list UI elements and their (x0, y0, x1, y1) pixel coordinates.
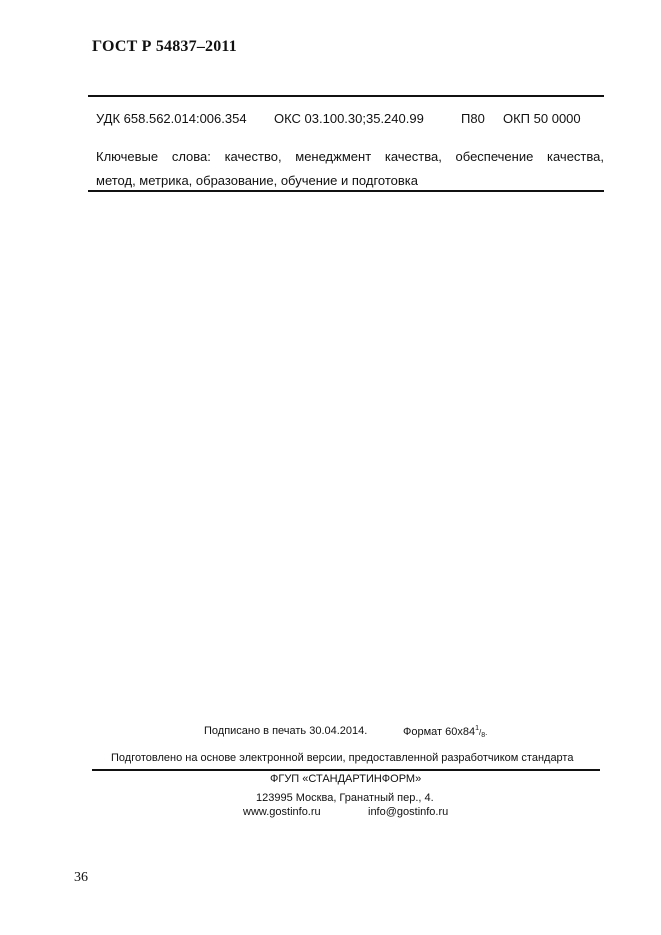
publisher-name: ФГУП «СТАНДАРТИНФОРМ» (270, 773, 422, 785)
keywords-line-1: Ключевые слова: качество, менеджмент качества, обеспечение качества, (96, 149, 604, 164)
imprint-rule (92, 769, 600, 771)
group-code: П80 (461, 111, 485, 126)
page-number: 36 (74, 870, 88, 885)
format-suffix: . (485, 728, 488, 737)
format-numerator: 1 (475, 725, 480, 732)
udk-code: УДК 658.562.014:006.354 (96, 111, 247, 126)
keywords-line-2: метод, метрика, образование, обучение и подготовка (96, 173, 418, 188)
format-slash: / (479, 728, 482, 737)
document-code: ГОСТ Р 54837–2011 (92, 38, 237, 55)
format-label: Формат 60х84 (403, 726, 476, 738)
signed-for-print: Подписано в печать 30.04.2014. (204, 725, 368, 737)
keywords-bottom-rule (88, 190, 604, 192)
top-rule (88, 95, 604, 97)
oks-code: ОКС 03.100.30;35.240.99 (274, 111, 424, 126)
publisher-email: info@gostinfo.ru (368, 806, 449, 818)
publisher-website: www.gostinfo.ru (243, 806, 321, 818)
prepared-note: Подготовлено на основе электронной версии, предоставленной разработчиком стандарта (111, 752, 574, 764)
keywords-block (96, 145, 604, 193)
okp-code: ОКП 50 0000 (503, 111, 581, 126)
publisher-address: 123995 Москва, Гранатный пер., 4. (256, 792, 434, 804)
paper-format (403, 725, 487, 739)
format-denominator: 8 (481, 732, 486, 739)
